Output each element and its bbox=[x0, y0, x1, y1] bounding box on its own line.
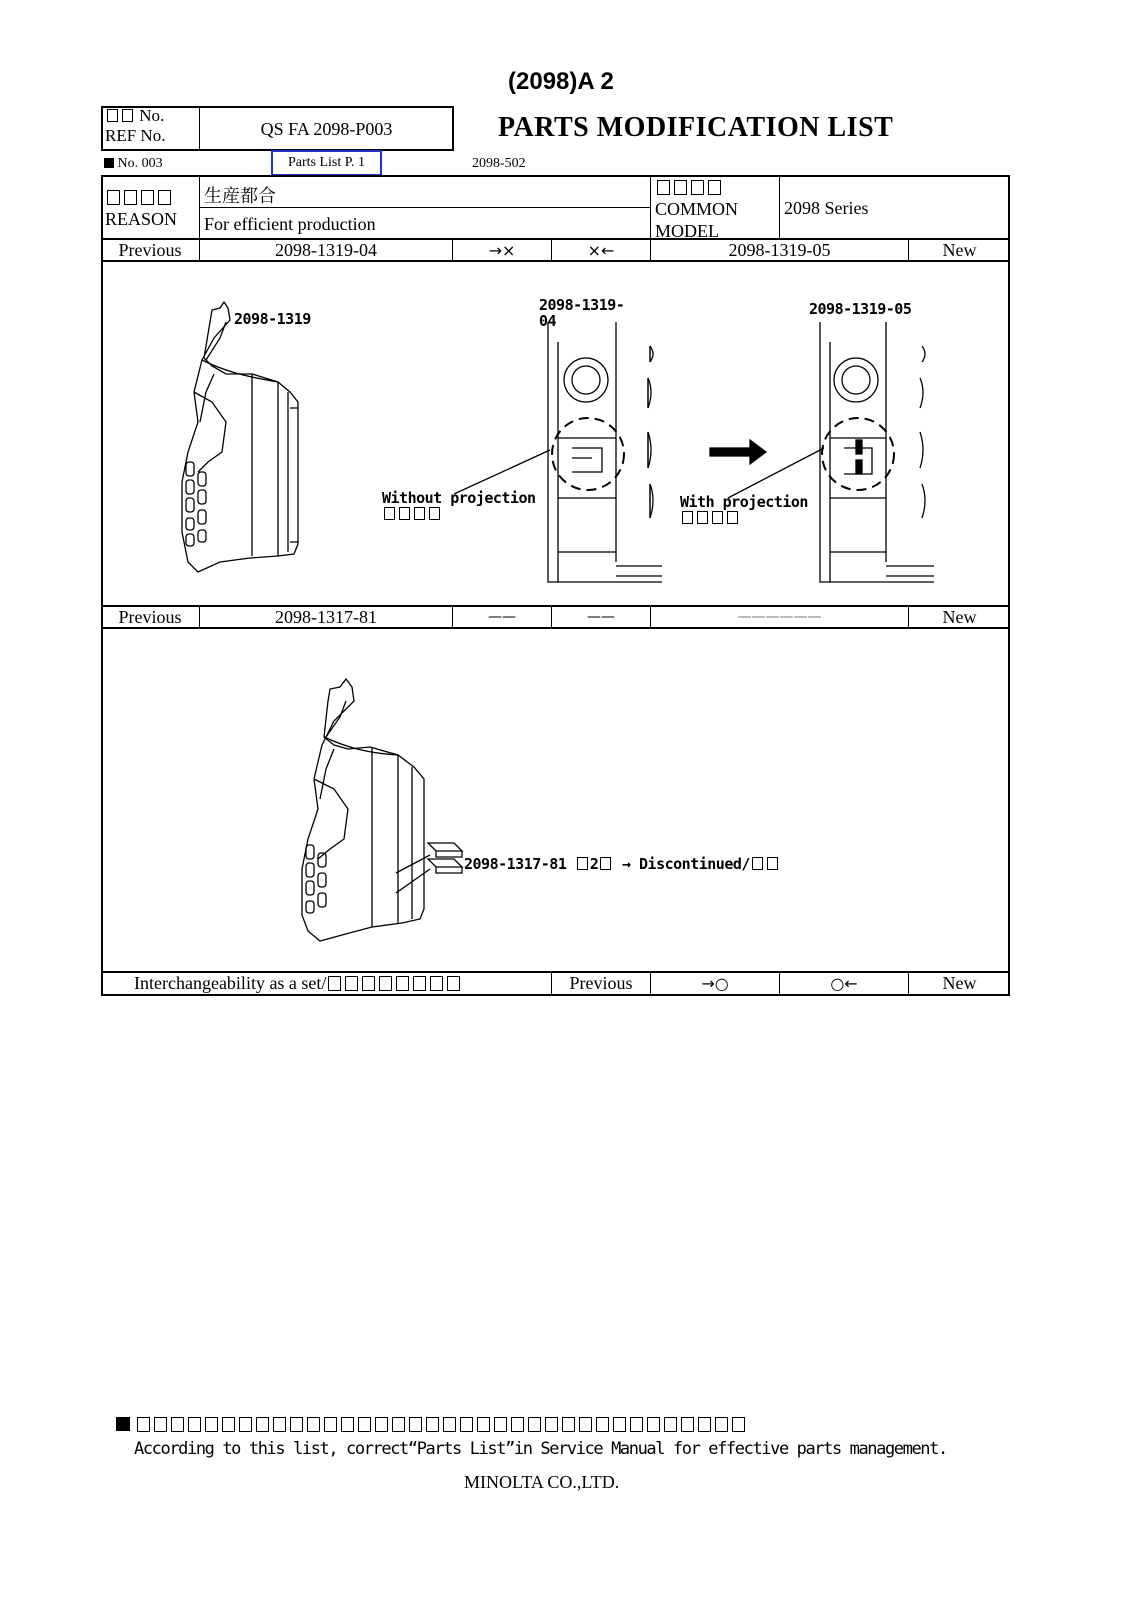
row1-backward-compat: ×← bbox=[587, 240, 615, 260]
with-projection-label bbox=[680, 494, 808, 526]
common-model-label-line2: MODEL bbox=[655, 221, 719, 241]
row2-previous-label: Previous bbox=[118, 606, 182, 627]
row2-new-label: New bbox=[942, 606, 977, 627]
footer-japanese-note bbox=[116, 1414, 747, 1435]
common-model-label-line1: COMMON bbox=[655, 199, 739, 219]
interchange-forward: →○ bbox=[701, 974, 729, 993]
parts-list-ref[interactable] bbox=[271, 150, 382, 176]
drawing-1 bbox=[102, 262, 1008, 606]
discontinued-status: → Discontinued/ bbox=[621, 855, 750, 873]
common-model-value: 2098 Series bbox=[784, 197, 869, 218]
ref-label: REF No. bbox=[105, 126, 166, 145]
discontinued-qty: 2 bbox=[589, 855, 599, 873]
drawing1-old-label bbox=[539, 297, 624, 329]
interchange-backward: ○← bbox=[830, 974, 858, 993]
without-projection-text: Without projection bbox=[382, 489, 536, 507]
reason-label-text: REASON bbox=[105, 209, 178, 229]
row1-forward-compat: →× bbox=[488, 240, 516, 260]
without-projection-label bbox=[382, 490, 536, 522]
drawing-2 bbox=[102, 629, 1008, 971]
interchange-previous-label: Previous bbox=[569, 973, 633, 993]
discontinued-part-number: 2098-1317-81 bbox=[464, 855, 567, 873]
footer-english-note: According to this list, correct“Parts List”in Service Manual for effective parts management. bbox=[134, 1439, 947, 1459]
reason-en: For efficient production bbox=[204, 213, 376, 234]
row1-previous-part: 2098-1319-04 bbox=[275, 239, 377, 260]
drawing1-part-label: 2098-1319 bbox=[234, 310, 311, 328]
reason-jp: 生産都合 bbox=[204, 186, 276, 207]
row2-forward-compat: —— bbox=[488, 609, 516, 625]
model-code: 2098-502 bbox=[472, 156, 526, 171]
page-title: PARTS MODIFICATION LIST bbox=[498, 112, 894, 143]
ref-number-value: QS FA 2098-P003 bbox=[260, 118, 393, 139]
row2-backward-compat: —— bbox=[587, 609, 615, 625]
sheet-number-text: No. 003 bbox=[117, 156, 163, 171]
square-bullet-icon bbox=[104, 158, 114, 168]
row1-new-label: New bbox=[942, 239, 977, 260]
row2-new-part: —————— bbox=[737, 609, 822, 625]
with-projection-text: With projection bbox=[680, 493, 808, 511]
sheet-number bbox=[104, 156, 163, 172]
row1-new-part: 2098-1319-05 bbox=[728, 239, 831, 260]
common-model-label bbox=[655, 176, 738, 242]
interchangeability-label-text: Interchangeability as a set/ bbox=[134, 973, 327, 993]
row2-previous-part: 2098-1317-81 bbox=[275, 606, 377, 627]
ref-number-label bbox=[105, 106, 165, 146]
company-name: MINOLTA CO.,LTD. bbox=[464, 1472, 620, 1492]
drawing-2-svg bbox=[102, 629, 1008, 971]
document-code: (2098)A 2 bbox=[508, 68, 614, 95]
drawing1-old-label-line1: 2098-1319- bbox=[539, 296, 625, 314]
reason-label bbox=[105, 186, 177, 230]
discontinued-part-label bbox=[464, 855, 780, 873]
drawing1-new-label: 2098-1319-05 bbox=[809, 300, 912, 318]
row1-previous-label: Previous bbox=[118, 239, 182, 260]
interchange-new-label: New bbox=[942, 973, 977, 993]
ref-no-label: No. bbox=[139, 106, 165, 125]
parts-list-ref-text: Parts List P. 1 bbox=[287, 155, 365, 170]
interchangeability-label bbox=[134, 972, 462, 995]
square-bullet-icon bbox=[116, 1417, 130, 1431]
drawing1-old-label-line2: 04 bbox=[539, 312, 557, 330]
